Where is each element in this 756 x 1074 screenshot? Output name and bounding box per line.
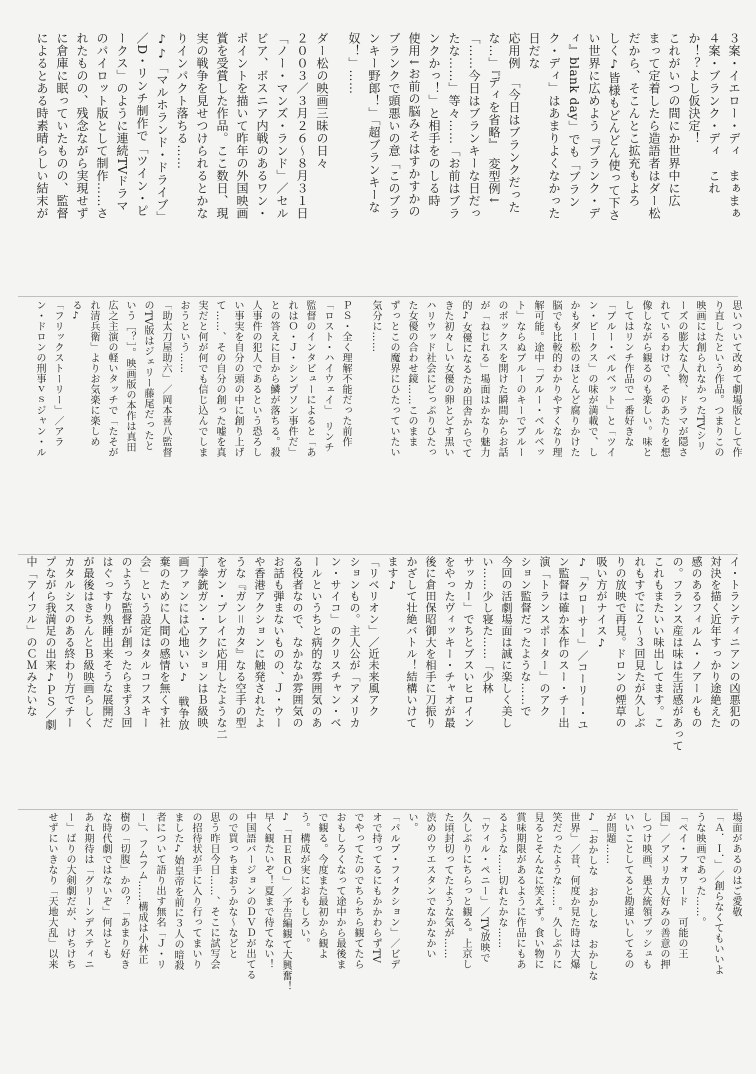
text-line: ー」、フムフム……構成は小林正 [136, 812, 147, 965]
text-line: ＰＳ・全く理解不能だった前作 [340, 300, 351, 447]
text-line: ン監督は確か本作のスー・チー出 [557, 556, 570, 729]
text-line: 吸い方がナイス♪ [595, 556, 608, 650]
text-line: な…」『ディを省略』 変型例↓ [487, 32, 501, 206]
text-line: 会」という設定はタルコフスキー [139, 556, 152, 729]
text-line: たな……」等々……「お前はブラ [447, 32, 461, 220]
text-line: プながら我満足の出来♪ＰＳ／劇 [44, 556, 57, 731]
text-line: 日だな [527, 32, 541, 70]
text-line: 「ウィル・ペニー」／TV放映で [478, 812, 489, 964]
text-line: 感のあるフィルム・ノアールもの [690, 556, 703, 729]
text-line: りの放映で再見。ドロンの煙草の [614, 556, 627, 729]
text-line: 像しながら観るのも楽しい。味と [640, 300, 651, 458]
text-line: おもしろくなって途中から最後ま [334, 812, 345, 970]
text-line: た女優の合わせ鏡……このまま [406, 300, 417, 447]
column-gap [352, 300, 364, 552]
band-divider [18, 554, 738, 555]
text-line: ２００３／３月２６〜８月３１日 [295, 32, 309, 220]
text-line: 「……今日はブランキーな日だっ [467, 32, 481, 220]
text-line: い世界に広めよう『ブランク・デ [587, 32, 601, 220]
text-line: 「パルプ・フィクション」／ビデ [388, 812, 399, 970]
text-line: いう［？］。映画版の本作は真田 [124, 300, 135, 453]
text-line: お話も弾まないものの、Ｊ・ウー [272, 556, 285, 729]
text-line: に倉庫に眠っていたものの、監督 [55, 32, 69, 220]
text-line: 実だと何が何でも信じ込んでしま [196, 300, 207, 458]
text-line: ポイントを描いて昨年の外国映画 [235, 32, 249, 220]
text-line: の招待状が手に入り行ってまいり [190, 812, 201, 970]
text-line: ／D・リンチ制作で「ツイン・ピ [135, 32, 149, 218]
text-line: れ清兵衛」よりお気楽に楽しめ [88, 300, 99, 447]
text-line: ン・ピークス」の味が満載で、し [586, 300, 597, 458]
text-line: 今回の活劇場面は誠に楽しく美し [500, 556, 513, 729]
text-line: る役者なので、なかなか雰囲気の [291, 556, 304, 729]
text-line: が最後はきちんとＢ級映画らしく [82, 556, 95, 729]
column-title: ダー松の映画三昧の日々 [315, 32, 329, 170]
text-line: 監督のインタビューによると「あ [304, 300, 315, 458]
band-1 [14, 32, 742, 294]
text-line: 対決を描く近年すっかり途絶えた [709, 556, 722, 729]
text-line: 「ブルー・ベルベット」と「ツイ [604, 300, 615, 458]
band-divider [18, 296, 738, 297]
text-line: ークス」のように連続TVドラマ [115, 32, 129, 213]
text-line: りインパクト落ちる…… [175, 32, 189, 170]
text-line: これもまたいい味出してます。こ [652, 556, 665, 729]
text-line: サッカー」でちとブスいヒロイン [462, 556, 475, 729]
text-line: ブランクで頭悪いの意「このブラ [387, 32, 401, 220]
text-line: しく♪皆様もどんどん使って下さ [607, 32, 621, 222]
text-line: 国」／アメリカ人好みの善意の押 [658, 812, 669, 970]
text-line: ン・サイコ」のクリスチャン・ベ [329, 556, 342, 729]
text-line: ィ』blank day」でも「ブラン [567, 32, 581, 209]
text-line: で観る。今度また最初から観よ [316, 812, 327, 959]
text-line: か！？よし仮決定！ [687, 32, 701, 145]
text-line: うな映画であった……。 [694, 812, 705, 928]
text-line: 世界」／昔、何度か見た時は大爆 [568, 812, 579, 970]
text-line: かもダー松のほとんど腐りかけた [568, 300, 579, 458]
text-line: 中国語バージョンのＤＶＤが出てる [244, 812, 255, 980]
text-line: 画ファンには心地いい♪ 戦争放 [177, 556, 190, 731]
text-line: 見るとそんなに笑えず。食い物に [532, 812, 543, 970]
text-line: 「ロスト・ハイウェイ」 リンチ [322, 300, 333, 453]
text-line: ♪♪「マルホランド・ドライブ」 [155, 32, 169, 224]
text-line: ンキー野郎！」「超ブランキーな [367, 32, 381, 214]
text-line: まって定着したら造語者はダー松 [647, 32, 661, 220]
text-line: い……少し寝た……「少林 [481, 556, 494, 694]
text-line: イ・トランティニアンの凶悪犯の [728, 556, 741, 729]
text-line: な時代劇ではないぞ」何はとも [100, 812, 111, 959]
text-line: はぐっすり熟睡出来そうな展開だ [101, 556, 114, 729]
text-line: 思う昨日今日……、そこに試写会 [208, 812, 219, 970]
text-line: だから、そこんとこ拡充もよろ [627, 32, 641, 207]
text-line: れもすでに２〜３回見たが久しぶ [633, 556, 646, 729]
text-line: 笑だったような……。久しぶりに [550, 812, 561, 970]
text-line: オで持ってるにもかかわらずTV [370, 812, 381, 964]
text-line: い。 [406, 812, 417, 833]
text-line: 丁拳銃ガン・アクションはＢ級映 [196, 556, 209, 729]
text-line: が問題…… [604, 812, 615, 865]
text-line: 中「アイフル」のＣＭみたいな [25, 556, 38, 717]
text-line: きた初々しい女優の卵とどす黒い [442, 300, 453, 458]
text-line: 渋めのウエスタンでなかなかい [424, 812, 435, 959]
text-line: ました♪始皇帝を前に３人の暗殺 [172, 812, 183, 971]
text-line: ３案・イエロー・ディ まぁまぁ [727, 32, 741, 220]
band-4 [14, 812, 742, 1044]
text-line: 「Ａ．Ｉ．」／創らなくてもいいよ [712, 812, 723, 975]
text-line: 「助太刀屋助六」／岡本喜八監督 [160, 300, 171, 458]
text-line: れはＯ・Ｊ・シンプソン事件だ」 [286, 300, 297, 458]
text-line: これがいつの間にか世界中に広 [667, 32, 681, 207]
text-line: 使用↓お前の脳みそはすかすかの [407, 32, 421, 218]
text-line: してはリンチ作品で一番好きな [622, 300, 633, 447]
text-line: ンクかっ！」と相手をのしる時 [427, 32, 441, 207]
text-line: ー」ばりの大剣劇だが、けちけち [64, 812, 75, 970]
text-line: が「ねじれる」場面はかなり魅力 [478, 300, 489, 458]
text-line: 後に倉田保昭御大を相手に刀振り [424, 556, 437, 729]
text-line: ます♪ [386, 556, 399, 593]
text-line: ト」ならぬブルーのキーでブルー [514, 300, 525, 458]
band-2 [14, 300, 742, 552]
text-line: のTV版はジェリー藤尾だったと [142, 300, 153, 452]
text-line: ビア、ボスニア内戦のあるワン・ [255, 32, 269, 220]
text-line: 気分に…… [370, 300, 381, 353]
text-line: ４案・ブランク・ディ これ [707, 32, 721, 195]
text-line: 棄のために人間の感情を無くす社 [158, 556, 171, 729]
text-line: や香港アクションに触発されたよ [253, 556, 266, 729]
text-line: 「ペイ・フォワード 可能の王 [676, 812, 687, 959]
text-line: ♪「ＨＥＲＯ」／予告編観て大興奮！ [280, 812, 291, 992]
text-line: ♪「クローサー」／コーリー・ユ [576, 556, 589, 731]
text-line: 賞を受賞した作品。ここ数日、現 [215, 32, 229, 220]
text-line: 「ノー・マンズ・ランド」／セル [275, 32, 289, 220]
text-line: 人事件の犯人であるという恐ろし [250, 300, 261, 458]
text-line: との答えに目から鱗が落ちる。殺 [268, 300, 279, 458]
text-line: 広之主演の軽いタッチで「たそが [106, 300, 117, 458]
text-line: 賞味期限があるように作品にもあ [514, 812, 525, 970]
text-line: をやったヴィッキー・チャオが最 [443, 556, 456, 729]
text-line: のボックスを開けた瞬間からお話 [496, 300, 507, 458]
text-line: 奴！」…… [347, 32, 361, 95]
text-line: のパイロット版として制作……さ [95, 32, 109, 220]
text-line: あれ期待は「グリーンデスティニ [82, 812, 93, 970]
text-line: 思いついて改めて劇場版として作 [730, 300, 741, 458]
text-line: 脳でも比較的わかりやすくなり理 [550, 300, 561, 458]
text-line: た頃封切ってたような気が…… [442, 812, 453, 959]
text-line: ションもの。主人公が「アメリカ [348, 556, 361, 729]
text-line: ション監督だったような……で [519, 556, 532, 717]
text-line: ールというちと病的な雰囲気のあ [310, 556, 323, 729]
text-line: せずにいきなり「天地大乱」以来 [46, 812, 57, 970]
text-line: によるとある時素晴らしい結末が [35, 32, 49, 220]
text-line: るような……切れたかな…… [496, 812, 507, 949]
text-line: おうという…… [178, 300, 189, 374]
text-line: れているわけで、そのあたりを想 [658, 300, 669, 458]
text-line: て……、その自分の創った嘘を真 [214, 300, 225, 458]
text-line: り直したという作品。つまりこの [712, 300, 723, 458]
text-line: うな『ガン＝カタ』なる空手の型 [234, 556, 247, 729]
text-line: ハリウッド社会にどっぷりひたっ [424, 300, 435, 458]
text-line: る♪ [70, 300, 81, 322]
text-line: れたものの、残念ながら実現せず [75, 32, 89, 220]
text-line: の。フランス産は味は生活感があって [671, 556, 684, 752]
text-line: いいことしてると勘違いしてるの [622, 812, 633, 970]
text-line: しつけ映画、愚大統領ブッシュも [640, 812, 651, 970]
text-line: のような監督が創ったらまず３回 [120, 556, 133, 729]
text-line: ので買っちまおうかな〜などと [226, 812, 237, 959]
text-line: 映画には創られなかったTVシリ [694, 300, 705, 452]
text-line: 的♪女優になるため田舎からでて [460, 300, 471, 459]
text-line: 演「トランスポーター」のアク [538, 556, 551, 717]
text-line: ク・ディ」はあまりよくなかった [547, 32, 561, 220]
text-line: 「リベリオン」／近未来風アク [367, 556, 380, 717]
text-line: 早く観たいぞ！夏まで待てない！ [262, 812, 273, 970]
text-line: い事実を自分の頭の中に創り上げ [232, 300, 243, 458]
text-line: カタルシスのある終わり方でチー [63, 556, 76, 729]
text-line: ずっとこの魔界にひたっていたい [388, 300, 399, 458]
text-line: 応用例 「今日はブランクだった [507, 32, 521, 214]
text-line: う。構成が実におもしろい。 [298, 812, 309, 949]
text-line: ーズの膨大な人物、ドラマが隠さ [676, 300, 687, 458]
text-line: ♪「おかしな おかしな おかしな [586, 812, 597, 981]
text-line: 者について語り出す無名「Ｊ・リ [154, 812, 165, 970]
text-line: をガン・プレイに応用したような二 [215, 556, 228, 740]
text-line: 場面があるのはご愛敬 [730, 812, 741, 917]
band-divider [18, 809, 738, 810]
column-gap [330, 32, 342, 294]
text-line: 樹の「切腹」かの？「あまり好き [118, 812, 129, 970]
band-3 [14, 556, 742, 806]
text-line: でやってたのでちらちら観てたら [352, 812, 363, 970]
text-line: 久しぶりにちらっと観る。上京し [460, 812, 471, 970]
text-line: ン・ドロンの刑事ｖｓジャン・ル [34, 300, 45, 458]
text-line: かざして壮絶バトル！結構いけて [405, 556, 418, 729]
text-line: 実の戦争を見せつけられるとかな [195, 32, 209, 220]
text-line: 「フリックストーリー」／アラ [52, 300, 63, 447]
text-line: 解可能。途中「ブルー・ベルベッ [532, 300, 543, 458]
